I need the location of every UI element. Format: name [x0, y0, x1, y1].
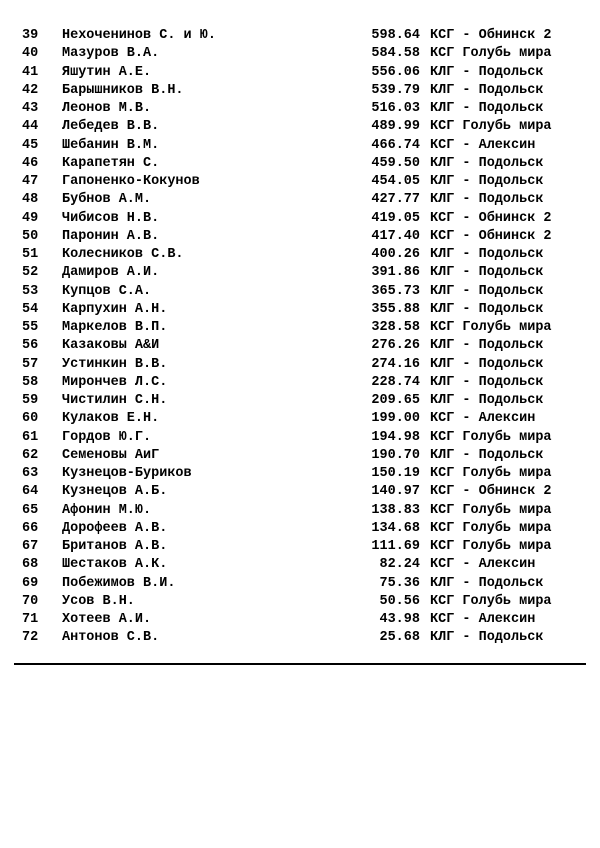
club-cell: КСГ Голубь мира: [430, 429, 552, 445]
club-cell: КСГ - Обнинск 2: [430, 210, 552, 226]
rank-cell: 68: [22, 557, 39, 573]
rank-cell: 63: [22, 466, 39, 481]
rank-cell: 60: [22, 411, 39, 427]
table-row: [0, 45, 600, 63]
name-cell: Мирончев Л.С.: [62, 374, 168, 390]
name-cell: Барышников В.Н.: [62, 82, 184, 98]
score-cell: 539.79: [371, 82, 420, 98]
rank-cell: 50: [22, 228, 39, 244]
rank-cell: 59: [22, 393, 39, 408]
club-cell: КСГ Голубь мира: [430, 539, 552, 554]
table-row: [0, 100, 600, 118]
name-cell: Афонин М.Ю.: [62, 502, 152, 518]
name-cell: Кузнецов-Буриков: [62, 466, 192, 481]
score-cell: 25.68: [379, 630, 420, 646]
club-cell: КЛГ - Подольск: [430, 301, 544, 317]
table-row: [0, 538, 600, 556]
rank-cell: 53: [22, 283, 39, 299]
name-cell: Британов А.В.: [62, 539, 168, 554]
name-cell: Усов В.Н.: [62, 593, 135, 609]
score-cell: 365.73: [371, 283, 420, 299]
club-cell: КСГ - Обнинск 2: [430, 28, 552, 43]
club-cell: КСГ - Алексин: [430, 411, 536, 427]
table-row: [0, 228, 600, 246]
rank-cell: 39: [22, 28, 39, 43]
name-cell: Паронин А.В.: [62, 228, 160, 244]
name-cell: Антонов С.В.: [62, 630, 160, 646]
rank-cell: 41: [22, 64, 39, 80]
score-cell: 138.83: [371, 502, 420, 518]
name-cell: Побежимов В.И.: [62, 575, 176, 591]
name-cell: Шестаков А.К.: [62, 557, 168, 573]
table-row: [0, 520, 600, 538]
club-cell: КЛГ - Подольск: [430, 82, 544, 98]
table-row: [0, 337, 600, 355]
score-cell: 391.86: [371, 265, 420, 281]
score-cell: 400.26: [371, 247, 420, 262]
rank-cell: 52: [22, 265, 39, 281]
name-cell: Кузнецов А.Б.: [62, 484, 168, 500]
table-row: [0, 629, 600, 647]
rank-cell: 55: [22, 320, 39, 335]
table-row: [0, 447, 600, 465]
club-cell: КЛГ - Подольск: [430, 630, 544, 646]
score-cell: 556.06: [371, 64, 420, 80]
table-row: [0, 246, 600, 264]
name-cell: Колесников С.В.: [62, 247, 184, 262]
name-cell: Яшутин А.Е.: [62, 64, 152, 80]
table-row: [0, 356, 600, 374]
score-cell: 150.19: [371, 466, 420, 481]
name-cell: Мазуров В.А.: [62, 46, 160, 62]
table-row: [0, 191, 600, 209]
score-cell: 111.69: [371, 539, 420, 554]
club-cell: КЛГ - Подольск: [430, 174, 544, 189]
rank-cell: 69: [22, 575, 39, 591]
score-cell: 466.74: [371, 137, 420, 153]
rank-cell: 67: [22, 539, 39, 554]
name-cell: Кулаков Е.Н.: [62, 411, 160, 427]
rank-cell: 48: [22, 192, 39, 208]
name-cell: Лебедев В.В.: [62, 119, 160, 135]
rank-cell: 66: [22, 520, 39, 536]
name-cell: Гордов Ю.Г.: [62, 429, 152, 445]
club-cell: КСГ Голубь мира: [430, 520, 552, 536]
club-cell: КЛГ - Подольск: [430, 447, 544, 463]
table-row: [0, 210, 600, 228]
table-row: [0, 374, 600, 392]
rank-cell: 47: [22, 174, 39, 189]
rank-cell: 56: [22, 338, 39, 354]
rank-cell: 44: [22, 119, 39, 135]
club-cell: КСГ Голубь мира: [430, 46, 552, 62]
table-row: [0, 64, 600, 82]
table-row: [0, 27, 600, 45]
score-cell: 454.05: [371, 174, 420, 189]
name-cell: Шебанин В.М.: [62, 137, 160, 153]
club-cell: КСГ Голубь мира: [430, 119, 552, 135]
name-cell: Леонов М.В.: [62, 101, 152, 116]
table-row: [0, 301, 600, 319]
table-row: [0, 502, 600, 520]
rank-cell: 71: [22, 612, 39, 627]
name-cell: Казаковы А&И: [62, 338, 160, 354]
score-cell: 194.98: [371, 429, 420, 445]
table-row: [0, 82, 600, 100]
club-cell: КЛГ - Подольск: [430, 393, 544, 408]
table-row: [0, 283, 600, 301]
club-cell: КЛГ - Подольск: [430, 192, 544, 208]
rank-cell: 61: [22, 429, 39, 445]
score-cell: 598.64: [371, 28, 420, 43]
table-row: [0, 137, 600, 155]
name-cell: Устинкин В.В.: [62, 356, 168, 372]
rank-cell: 42: [22, 82, 39, 98]
score-cell: 199.00: [371, 411, 420, 427]
score-cell: 209.65: [371, 393, 420, 408]
club-cell: КСГ Голубь мира: [430, 320, 552, 335]
score-cell: 419.05: [371, 210, 420, 226]
club-cell: КСГ - Алексин: [430, 612, 536, 627]
name-cell: Хотеев А.И.: [62, 612, 152, 627]
rank-cell: 51: [22, 247, 39, 262]
club-cell: КЛГ - Подольск: [430, 374, 544, 390]
club-cell: КСГ Голубь мира: [430, 502, 552, 518]
club-cell: КЛГ - Подольск: [430, 265, 544, 281]
score-cell: 489.99: [371, 119, 420, 135]
name-cell: Чистилин С.Н.: [62, 393, 168, 408]
club-cell: КЛГ - Подольск: [430, 575, 544, 591]
score-cell: 134.68: [371, 520, 420, 536]
score-cell: 584.58: [371, 46, 420, 62]
table-row: [0, 483, 600, 501]
rank-cell: 57: [22, 356, 39, 372]
score-cell: 276.26: [371, 338, 420, 354]
table-row: [0, 410, 600, 428]
bottom-rule: [14, 663, 586, 665]
name-cell: Карапетян С.: [62, 155, 160, 171]
name-cell: Чибисов Н.В.: [62, 210, 160, 226]
rank-cell: 45: [22, 137, 39, 153]
club-cell: КЛГ - Подольск: [430, 101, 544, 116]
table-row: [0, 155, 600, 173]
results-table: [0, 27, 600, 648]
club-cell: КСГ - Обнинск 2: [430, 484, 552, 500]
name-cell: Купцов С.А.: [62, 283, 152, 299]
club-cell: КЛГ - Подольск: [430, 64, 544, 80]
rank-cell: 43: [22, 101, 39, 116]
club-cell: КСГ - Алексин: [430, 557, 536, 573]
table-row: [0, 392, 600, 410]
score-cell: 75.36: [379, 575, 420, 591]
score-cell: 328.58: [371, 320, 420, 335]
club-cell: КСГ Голубь мира: [430, 466, 552, 481]
name-cell: Нехоченинов С. и Ю.: [62, 28, 216, 43]
club-cell: КСГ - Обнинск 2: [430, 228, 552, 244]
score-cell: 43.98: [379, 612, 420, 627]
score-cell: 82.24: [379, 557, 420, 573]
table-row: [0, 429, 600, 447]
name-cell: Маркелов В.П.: [62, 320, 168, 335]
rank-cell: 72: [22, 630, 39, 646]
rank-cell: 65: [22, 502, 39, 518]
name-cell: Гапоненко-Кокунов: [62, 174, 200, 189]
table-row: [0, 556, 600, 574]
club-cell: КЛГ - Подольск: [430, 247, 544, 262]
score-cell: 140.97: [371, 484, 420, 500]
score-cell: 427.77: [371, 192, 420, 208]
club-cell: КСГ - Алексин: [430, 137, 536, 153]
club-cell: КСГ Голубь мира: [430, 593, 552, 609]
table-row: [0, 593, 600, 611]
score-cell: 355.88: [371, 301, 420, 317]
name-cell: Дорофеев А.В.: [62, 520, 168, 536]
score-cell: 190.70: [371, 447, 420, 463]
name-cell: Дамиров А.И.: [62, 265, 160, 281]
rank-cell: 58: [22, 374, 39, 390]
rank-cell: 49: [22, 210, 39, 226]
rank-cell: 62: [22, 447, 39, 463]
rank-cell: 70: [22, 593, 39, 609]
club-cell: КЛГ - Подольск: [430, 283, 544, 299]
name-cell: Бубнов А.М.: [62, 192, 152, 208]
rank-cell: 46: [22, 155, 39, 171]
club-cell: КЛГ - Подольск: [430, 338, 544, 354]
rank-cell: 40: [22, 46, 39, 62]
club-cell: КЛГ - Подольск: [430, 155, 544, 171]
table-row: [0, 118, 600, 136]
score-cell: 516.03: [371, 101, 420, 116]
table-row: [0, 264, 600, 282]
table-row: [0, 465, 600, 483]
name-cell: Карпухин А.Н.: [62, 301, 168, 317]
table-row: [0, 319, 600, 337]
name-cell: Семеновы АиГ: [62, 447, 160, 463]
score-cell: 228.74: [371, 374, 420, 390]
score-cell: 50.56: [379, 593, 420, 609]
table-row: [0, 173, 600, 191]
score-cell: 459.50: [371, 155, 420, 171]
rank-cell: 64: [22, 484, 39, 500]
score-cell: 417.40: [371, 228, 420, 244]
score-cell: 274.16: [371, 356, 420, 372]
club-cell: КЛГ - Подольск: [430, 356, 544, 372]
table-row: [0, 611, 600, 629]
table-row: [0, 575, 600, 593]
rank-cell: 54: [22, 301, 39, 317]
